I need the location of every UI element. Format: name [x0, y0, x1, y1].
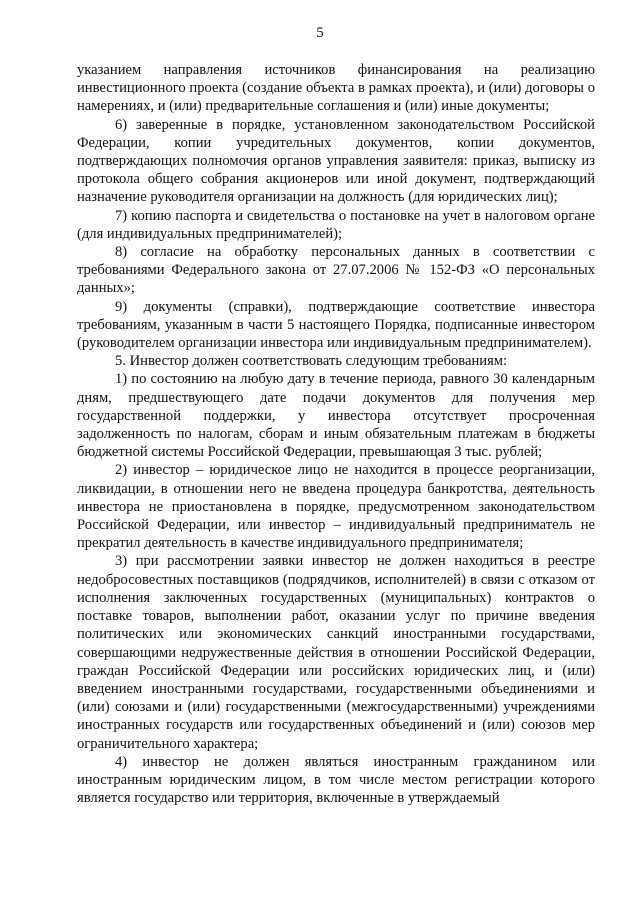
paragraph-item-6: 6) заверенные в порядке, установленном законодательством Российской Федерации, копии учредительных документов, копии документов, подтверждающих полномочия органов управления заявителя: приказ, выписку из протокола общего собрания акционеров или иной документ, подтверждающий назначение руководителя организации на должность (для юридических лиц); — [77, 116, 595, 206]
paragraph-requirement-4: 4) инвестор не должен являться иностранным гражданином или иностранным юридическим лицом, в том числе местом регистрации которого является государство или территория, включенные в утверждаемый — [77, 753, 595, 807]
paragraph-requirement-3: 3) при рассмотрении заявки инвестор не должен находиться в реестре недобросовестных поставщиков (подрядчиков, исполнителей) в связи с отказом от исполнения заключенных государственных (муниципальных) контрактов о поставке товаров, выполнении работ, оказании услуг по причине введения политических или экономических санкций иностранными государствами, совершающими недружественные действия в отношении Российской Федерации, граждан Российской Федерации или российских юридических лиц, и (или) введением иностранными государствами, государственными объединениями и (или) союзами и (или) государственными (межгосударственными) учреждениями иностранных государств или государственных объединений и (или) союзов мер ограничительного характера; — [77, 553, 595, 752]
paragraph-item-7: 7) копию паспорта и свидетельства о постановке на учет в налоговом органе (для индивидуальных предпринимателей); — [77, 207, 595, 242]
paragraph-requirement-2: 2) инвестор – юридическое лицо не находится в процессе реорганизации, ликвидации, в отношении него не введена процедура банкротства, деятельность инвестора не приостановлена в порядке, предусмотренном законодательством Российской Федерации, или инвестор – индивидуальный предприниматель не прекратил деятельность в качестве индивидуального предпринимателя; — [77, 462, 595, 552]
page-number: 5 — [316, 25, 324, 41]
paragraph-requirement-1: 1) по состоянию на любую дату в течение периода, равного 30 календарным дням, предшествующего дате подачи документов для получения мер государственной поддержки, у инвестора отсутствует просроченная задолженность по налогам, сборам и иным обязательным платежам в бюджеты бюджетной системы Российской Федерации, превышающая 3 тыс. рублей; — [77, 371, 595, 461]
paragraph-item-9: 9) документы (справки), подтверждающие соответствие инвестора требованиям, указанным в части 5 настоящего Порядка, подписанные инвестором (руководителем организации инвестора или индивидуальным предпринимателем). — [77, 298, 595, 352]
paragraph-continuation: указанием направления источников финансирования на реализацию инвестиционного проекта (создание объекта в рамках проекта), и (или) договоры о намерениях, и (или) предварительные соглашения и (или) иные документы; — [77, 62, 595, 115]
paragraph-item-8: 8) согласие на обработку персональных данных в соответствии с требованиями Федерального закона от 27.07.2006 № 152-ФЗ «О персональных данных»; — [77, 244, 595, 297]
document-body — [77, 61, 595, 807]
paragraph-section-5: 5. Инвестор должен соответствовать следующим требованиям: — [115, 353, 508, 370]
